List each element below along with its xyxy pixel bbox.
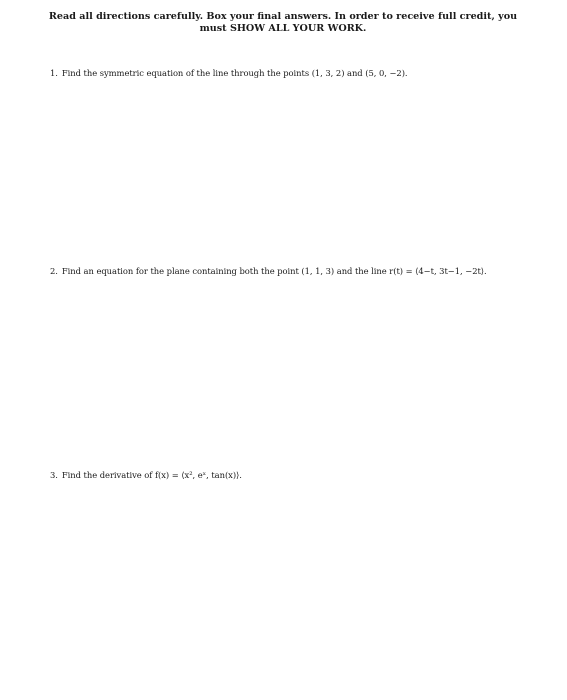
- question-number: 2.: [50, 266, 58, 276]
- question-text: Find an equation for the plane containing both the point (1, 1, 3) and the line r(t) = ⟨4−t, 3t−1, −2t⟩.: [61, 266, 487, 276]
- question-text: Find the derivative of f(x) = ⟨x², eˣ, tan(x)⟩.: [61, 470, 242, 480]
- instructions-line-2: must SHOW ALL YOUR WORK.: [199, 23, 367, 34]
- instructions-line-1: Read all directions carefully. Box your final answers. In order to receive full credit, you: [48, 11, 518, 22]
- instructions-header: [48, 11, 518, 35]
- question-number: 3.: [50, 470, 58, 480]
- question-2: [50, 266, 487, 276]
- question-text: Find the symmetric equation of the line through the points (1, 3, 2) and (5, 0, −2).: [61, 68, 408, 78]
- question-number: 1.: [50, 68, 58, 78]
- question-1: [50, 68, 408, 78]
- question-3: [50, 470, 242, 480]
